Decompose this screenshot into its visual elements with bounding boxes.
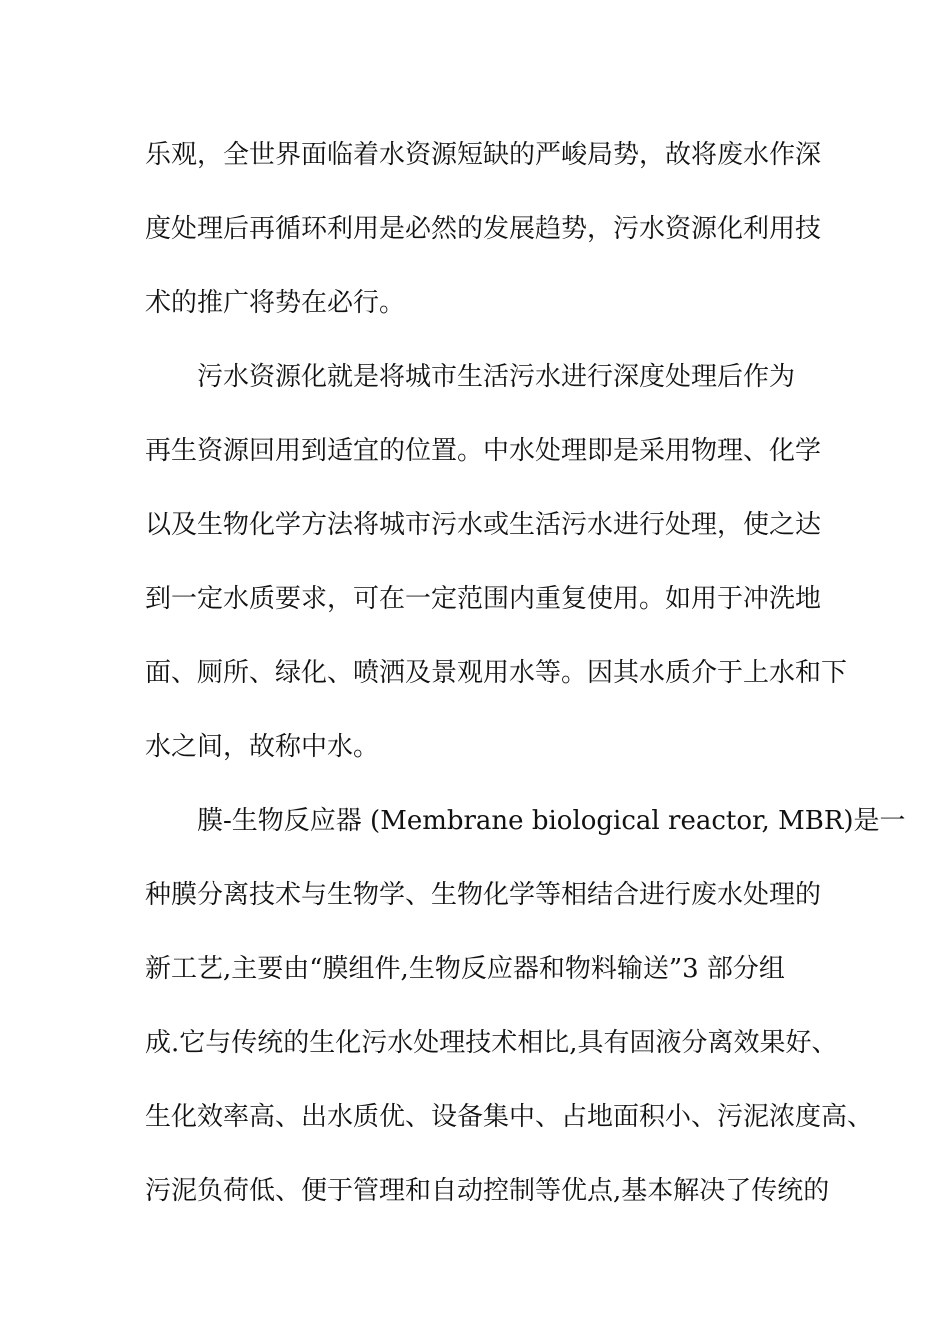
text-line: 术的推广将势在必行。 (145, 288, 406, 318)
text-line: 成.它与传统的生化污水处理技术相比,具有固液分离效果好、 (145, 1028, 838, 1058)
text-line: 到一定水质要求，可在一定范围内重复使用。如用于冲洗地 (145, 584, 822, 614)
text-line: 水之间，故称中水。 (145, 732, 380, 762)
text-line: 再生资源回用到适宜的位置。中水处理即是采用物理、化学 (145, 436, 822, 466)
text-line: 度处理后再循环利用是必然的发展趋势，污水资源化利用技 (145, 214, 822, 244)
text-line: 污泥负荷低、便于管理和自动控制等优点,基本解决了传统的 (145, 1176, 830, 1206)
text-line: 新工艺,主要由“膜组件,生物反应器和物料输送”3 部分组 (145, 954, 785, 984)
text-line: 生化效率高、出水质优、设备集中、占地面积小、污泥浓度高、 (145, 1102, 874, 1132)
text-line: 乐观，全世界面临着水资源短缺的严峻局势，故将废水作深 (145, 140, 822, 170)
paragraph-start-line: 污水资源化就是将城市生活污水进行深度处理后作为 (197, 362, 796, 392)
text-line: 面、厕所、绿化、喷洒及景观用水等。因其水质介于上水和下 (145, 658, 848, 688)
paragraph-start-line: 膜-生物反应器 (Membrane biological reactor, MBR)是一 (197, 806, 906, 836)
text-line: 以及生物化学方法将城市污水或生活污水进行处理，使之达 (145, 510, 822, 540)
text-line: 种膜分离技术与生物学、生物化学等相结合进行废水处理的 (145, 880, 822, 910)
body-text (145, 118, 906, 1228)
